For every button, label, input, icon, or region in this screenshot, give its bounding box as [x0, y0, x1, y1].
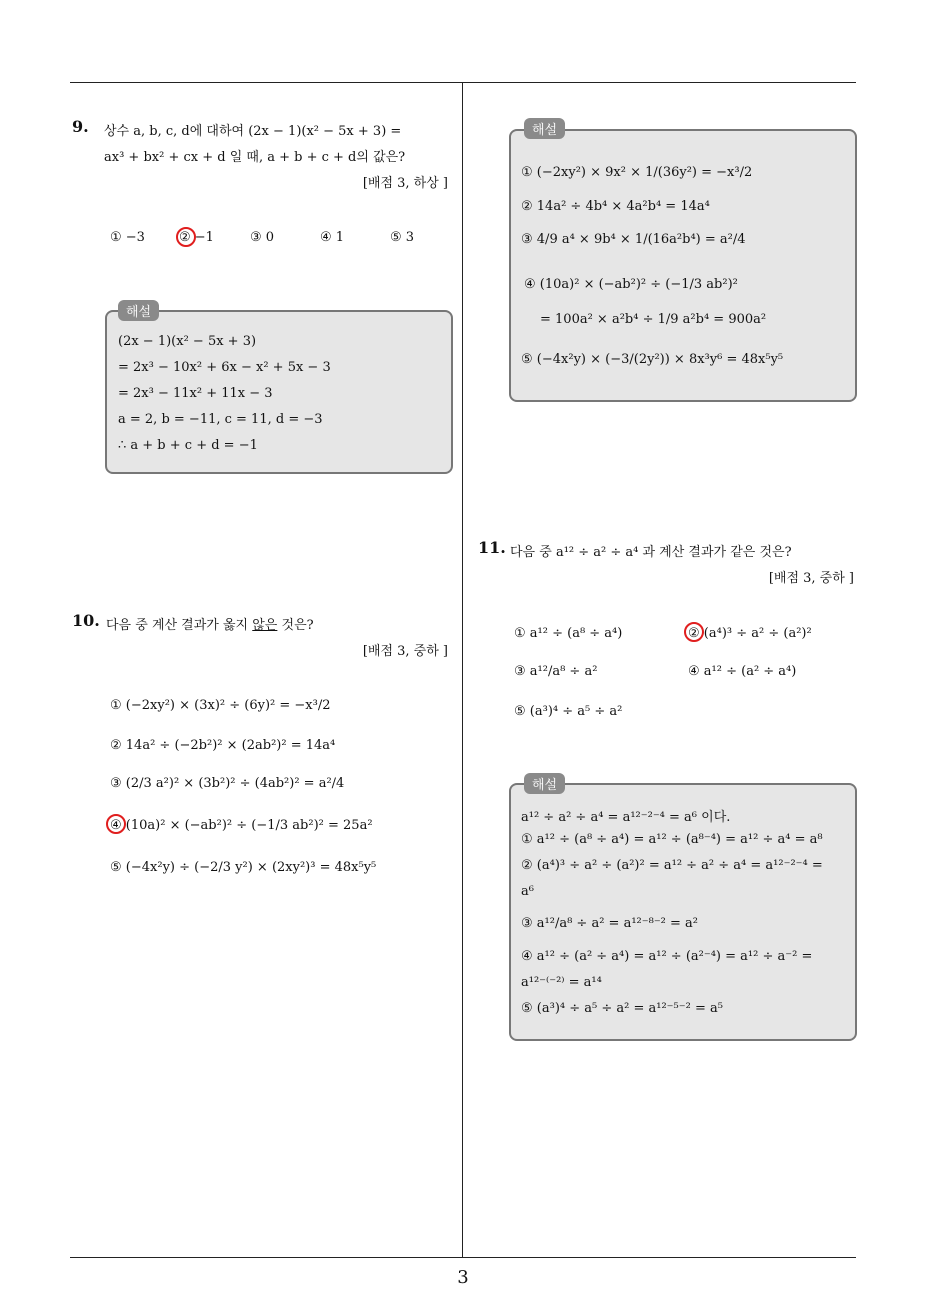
score-meta: [배점 3, 중하 ] — [362, 644, 448, 659]
choice-4[interactable]: ④ 1 — [320, 230, 345, 245]
solution-line: ③ 4/9 a⁴ × 9b⁴ × 1/(16a²b⁴) = a²/4 — [521, 232, 746, 247]
question-number: 9. — [72, 117, 89, 136]
choice-5[interactable]: ⑤ (−4x²y) ÷ (−2/3 y²) × (2xy²)³ = 48x⁵y⁵ — [110, 860, 377, 875]
choice-5[interactable]: ⑤ (a³)⁴ ÷ a⁵ ÷ a² — [514, 704, 623, 719]
solution-line: a¹² ÷ a² ÷ a⁴ = a¹²⁻²⁻⁴ = a⁶ 이다. — [521, 810, 731, 825]
solution-line: a¹²⁻⁽⁻²⁾ = a¹⁴ — [521, 975, 602, 990]
choice-5[interactable]: ⑤ 3 — [390, 230, 415, 245]
choice-3[interactable]: ③ a¹²/a⁸ ÷ a² — [514, 664, 598, 679]
solution-line: (2x − 1)(x² − 5x + 3) — [118, 334, 257, 349]
choice-2[interactable]: ② (a⁴)³ ÷ a² ÷ (a²)² — [688, 626, 812, 641]
page-number: 3 — [457, 1267, 469, 1288]
solution-tag: 해설 — [524, 118, 565, 139]
bottom-rule — [70, 1257, 856, 1258]
answer-mark-icon — [684, 622, 704, 642]
solution-line: ① a¹² ÷ (a⁸ ÷ a⁴) = a¹² ÷ (a⁸⁻⁴) = a¹² ÷ a⁴ = a⁸ — [521, 832, 823, 847]
solution-line: = 2x³ − 11x² + 11x − 3 — [118, 386, 273, 401]
solution-line: ⑤ (−4x²y) × (−3/(2y²)) × 8x³y⁶ = 48x⁵y⁵ — [521, 352, 784, 367]
question-text-underlined: 않은 — [252, 618, 278, 633]
question-text-part: 다음 중 계산 결과가 옳지 — [106, 618, 253, 633]
solution-line: a = 2, b = −11, c = 11, d = −3 — [118, 412, 323, 427]
solution-line: ⑤ (a³)⁴ ÷ a⁵ ÷ a² = a¹²⁻⁵⁻² = a⁵ — [521, 1001, 723, 1016]
choice-1[interactable]: ① a¹² ÷ (a⁸ ÷ a⁴) — [514, 626, 623, 641]
solution-line: a⁶ — [521, 884, 534, 899]
choice-4[interactable]: ④ (10a)² × (−ab²)² ÷ (−1/3 ab²)² = 25a² — [110, 818, 373, 833]
question-text: 다음 중 a¹² ÷ a² ÷ a⁴ 과 계산 결과가 같은 것은? — [510, 545, 792, 560]
choice-2[interactable]: ② 14a² ÷ (−2b²)² × (2ab²)² = 14a⁴ — [110, 738, 336, 753]
question-text-line1: 상수 a, b, c, d에 대하여 (2x − 1)(x² − 5x + 3) = — [104, 124, 402, 139]
question-text-line2: ax³ + bx² + cx + d 일 때, a + b + c + d의 값은? — [104, 150, 406, 165]
choice-1[interactable]: ① (−2xy²) × (3x)² ÷ (6y)² = −x³/2 — [110, 698, 331, 713]
question-number: 10. — [72, 611, 100, 630]
score-meta: [배점 3, 중하 ] — [768, 571, 854, 586]
solution-tag: 해설 — [524, 773, 565, 794]
solution-tag: 해설 — [118, 300, 159, 321]
solution-line: = 2x³ − 10x² + 6x − x² + 5x − 3 — [118, 360, 331, 375]
top-rule — [70, 82, 856, 83]
answer-mark-icon — [176, 227, 196, 247]
choice-1[interactable]: ① −3 — [110, 230, 145, 245]
question-number: 11. — [478, 538, 506, 557]
solution-line: ① (−2xy²) × 9x² × 1/(36y²) = −x³/2 — [521, 165, 753, 180]
question-text — [106, 614, 314, 633]
choice-3[interactable]: ③ 0 — [250, 230, 275, 245]
solution-line: ② 14a² ÷ 4b⁴ × 4a²b⁴ = 14a⁴ — [521, 199, 710, 214]
score-meta: [배점 3, 하상 ] — [362, 176, 448, 191]
solution-line: ② (a⁴)³ ÷ a² ÷ (a²)² = a¹² ÷ a² ÷ a⁴ = a¹²⁻²⁻⁴ = — [521, 858, 823, 873]
solution-line: ④ a¹² ÷ (a² ÷ a⁴) = a¹² ÷ (a²⁻⁴) = a¹² ÷ a⁻² = — [521, 949, 813, 964]
question-text-part: 것은? — [277, 618, 314, 633]
solution-line: ④ (10a)² × (−ab²)² ÷ (−1/3 ab²)² — [524, 277, 738, 292]
solution-line: = 100a² × a²b⁴ ÷ 1/9 a²b⁴ = 900a² — [540, 312, 767, 327]
choice-4[interactable]: ④ a¹² ÷ (a² ÷ a⁴) — [688, 664, 797, 679]
column-divider — [462, 82, 463, 1258]
solution-line: ∴ a + b + c + d = −1 — [118, 438, 258, 453]
solution-line: ③ a¹²/a⁸ ÷ a² = a¹²⁻⁸⁻² = a² — [521, 916, 699, 931]
choice-2[interactable]: ② −1 — [179, 230, 214, 245]
choice-3[interactable]: ③ (2/3 a²)² × (3b²)² ÷ (4ab²)² = a²/4 — [110, 776, 345, 791]
answer-mark-icon — [106, 814, 126, 834]
